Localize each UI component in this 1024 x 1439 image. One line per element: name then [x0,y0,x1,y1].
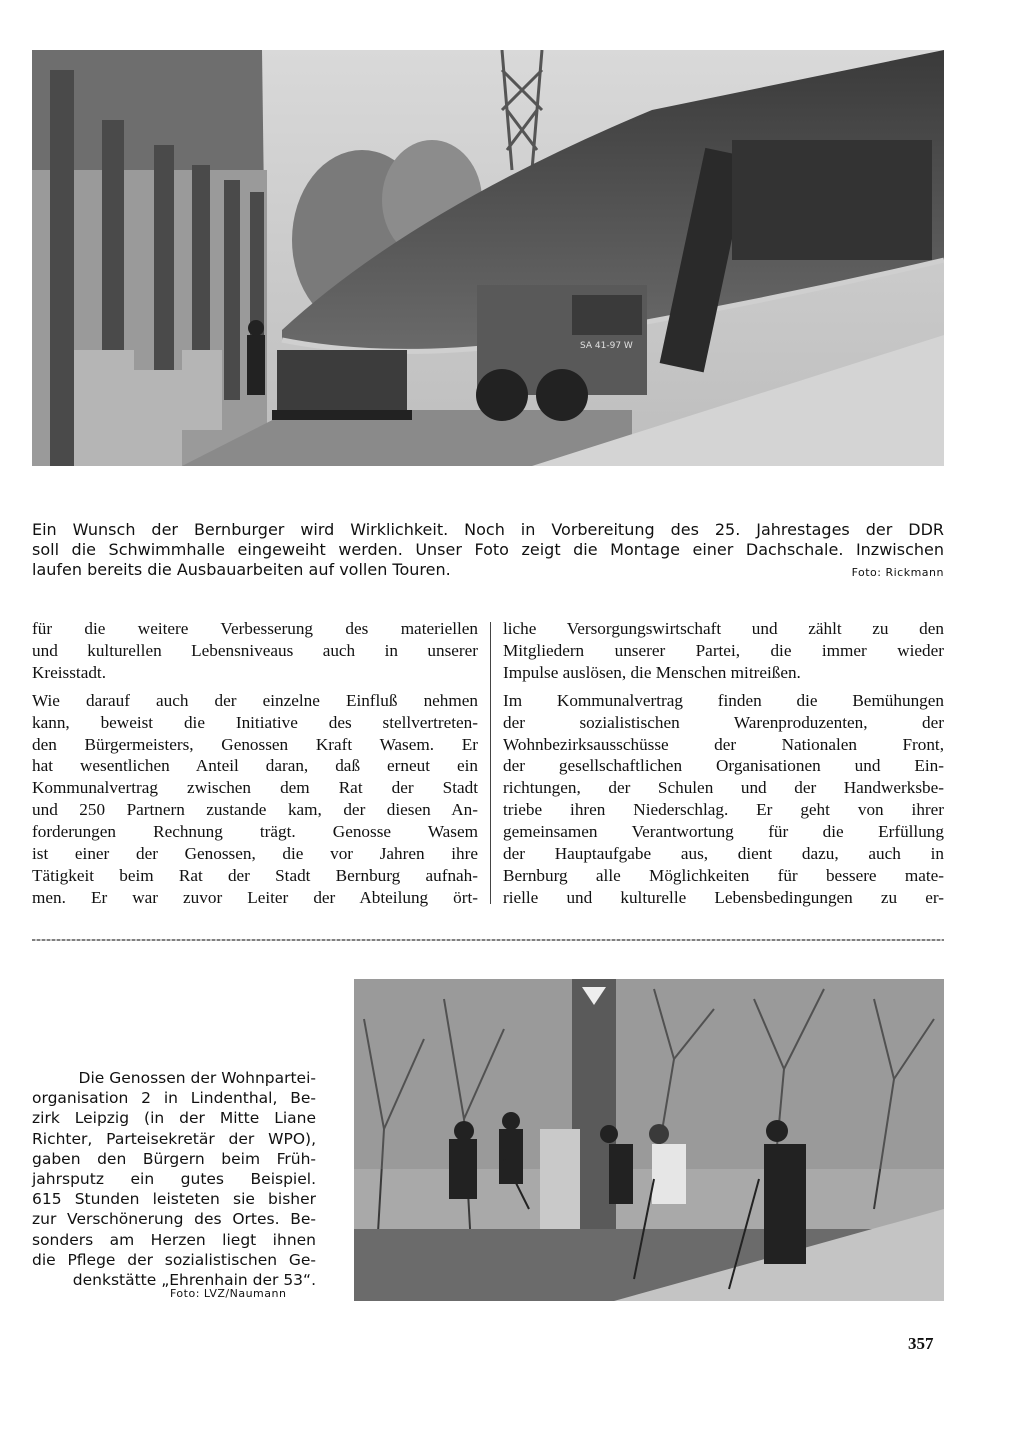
text-line: men. Er war zuvor Leiter der Abteilung ört- [32,887,478,907]
paragraph [32,618,478,684]
text-line: Wie darauf auch der einzelne Einfluß nehmen [32,690,478,710]
photo-bottom-illustration [354,979,944,1301]
caption-line: die Pflege der sozialistischen Ge- [32,1250,316,1269]
text-line: Kreisstadt. [32,662,106,682]
caption-line: zur Verschönerung des Ortes. Be- [32,1210,316,1229]
paragraph [503,618,944,684]
caption-line: Richter, Parteisekretär der WPO), [32,1129,316,1148]
text-line: der sozialistischen Warenproduzenten, der [503,712,944,732]
top-photo-caption [32,520,944,580]
caption-line: gaben den Bürgern beim Früh- [32,1149,316,1168]
caption-line: denkstätte „Ehrenhain der 53“. [72,1271,316,1290]
text-line: hat wesentlichen Anteil daran, daß erneut ein [32,756,478,776]
paragraph [32,690,478,909]
bottom-photo-caption [32,1068,316,1290]
section-divider [32,939,944,941]
text-line: Mitgliedern unserer Partei, die immer wieder [503,640,944,660]
text-line: ist einer der Genossen, die vor Jahren ihre [32,844,478,864]
text-line: der gesellschaftlichen Organisationen und Ein- [503,756,944,776]
text-line: Bernburg alle Möglichkeiten für bessere mate- [503,865,944,885]
text-line: und 250 Partnern zustande kam, der diesen An- [32,800,478,820]
text-line: und kulturellen Lebensniveaus auch in unserer [32,640,478,660]
text-line: Im Kommunalvertrag finden die Bemühungen [503,690,944,710]
caption-line: laufen bereits die Ausbauarbeiten auf vollen Touren. [32,560,451,579]
paragraph [503,690,944,909]
text-line: rielle und kulturelle Lebensbedingungen zu er- [503,887,944,907]
caption-line: jahrsputz ein gutes Beispiel. [32,1170,316,1189]
text-line: den Bürgermeisters, Genossen Kraft Wasem. Er [32,734,478,754]
photo-top-illustration [32,50,944,466]
text-line: triebe ihren Niederschlag. Er geht von ihrer [503,800,944,820]
text-line: Impulse auslösen, die Menschen mitreißen. [503,662,801,682]
truck-plate-text: SA 41-97 W [580,341,633,351]
caption-line: 615 Stunden leisteten sie bisher [32,1190,316,1209]
top-photo-credit: Foto: Rickmann [851,566,944,579]
caption-line: soll die Schwimmhalle eingeweiht werden. Unser Foto zeigt die Montage einer Dachschale. Inzwischen [32,540,944,559]
caption-line: sonders am Herzen liegt ihnen [32,1230,316,1249]
text-line: Wohnbezirksausschüsse der Nationalen Front, [503,734,944,754]
text-line: forderungen Rechnung trägt. Genosse Wasem [32,822,478,842]
article-left-column [32,618,478,915]
photo-spring-cleaning-memorial [354,979,944,1301]
photo-swimming-hall-roof-assembly [32,50,944,466]
text-line: der Hauptaufgabe aus, dient dazu, auch in [503,844,944,864]
text-line: Tätigkeit beim Rat der Stadt Bernburg aufnah- [32,865,478,885]
caption-line: Die Genossen der Wohnpartei- [78,1069,316,1087]
caption-line: organisation 2 in Lindenthal, Be- [32,1089,316,1108]
text-line: richtungen, der Schulen und der Handwerksbe- [503,778,944,798]
caption-line: Ein Wunsch der Bernburger wird Wirklichkeit. Noch in Vorbereitung des 25. Jahrestages der DDR [32,520,944,539]
caption-line: zirk Leipzig (in der Mitte Liane [32,1109,316,1128]
column-divider [490,622,491,904]
bottom-photo-credit: Foto: LVZ/Naumann [170,1287,287,1300]
text-line: kann, beweist die Initiative des stellvertreten- [32,712,478,732]
page-number: 357 [908,1334,934,1353]
text-line: gemeinsamen Verantwortung für die Erfüllung [503,822,944,842]
text-line: Kommunalvertrag zwischen dem Rat der Stadt [32,778,478,798]
text-line: für die weitere Verbesserung des materiellen [32,619,478,638]
article-right-column [503,618,944,915]
text-line: liche Versorgungswirtschaft und zählt zu den [503,619,944,638]
